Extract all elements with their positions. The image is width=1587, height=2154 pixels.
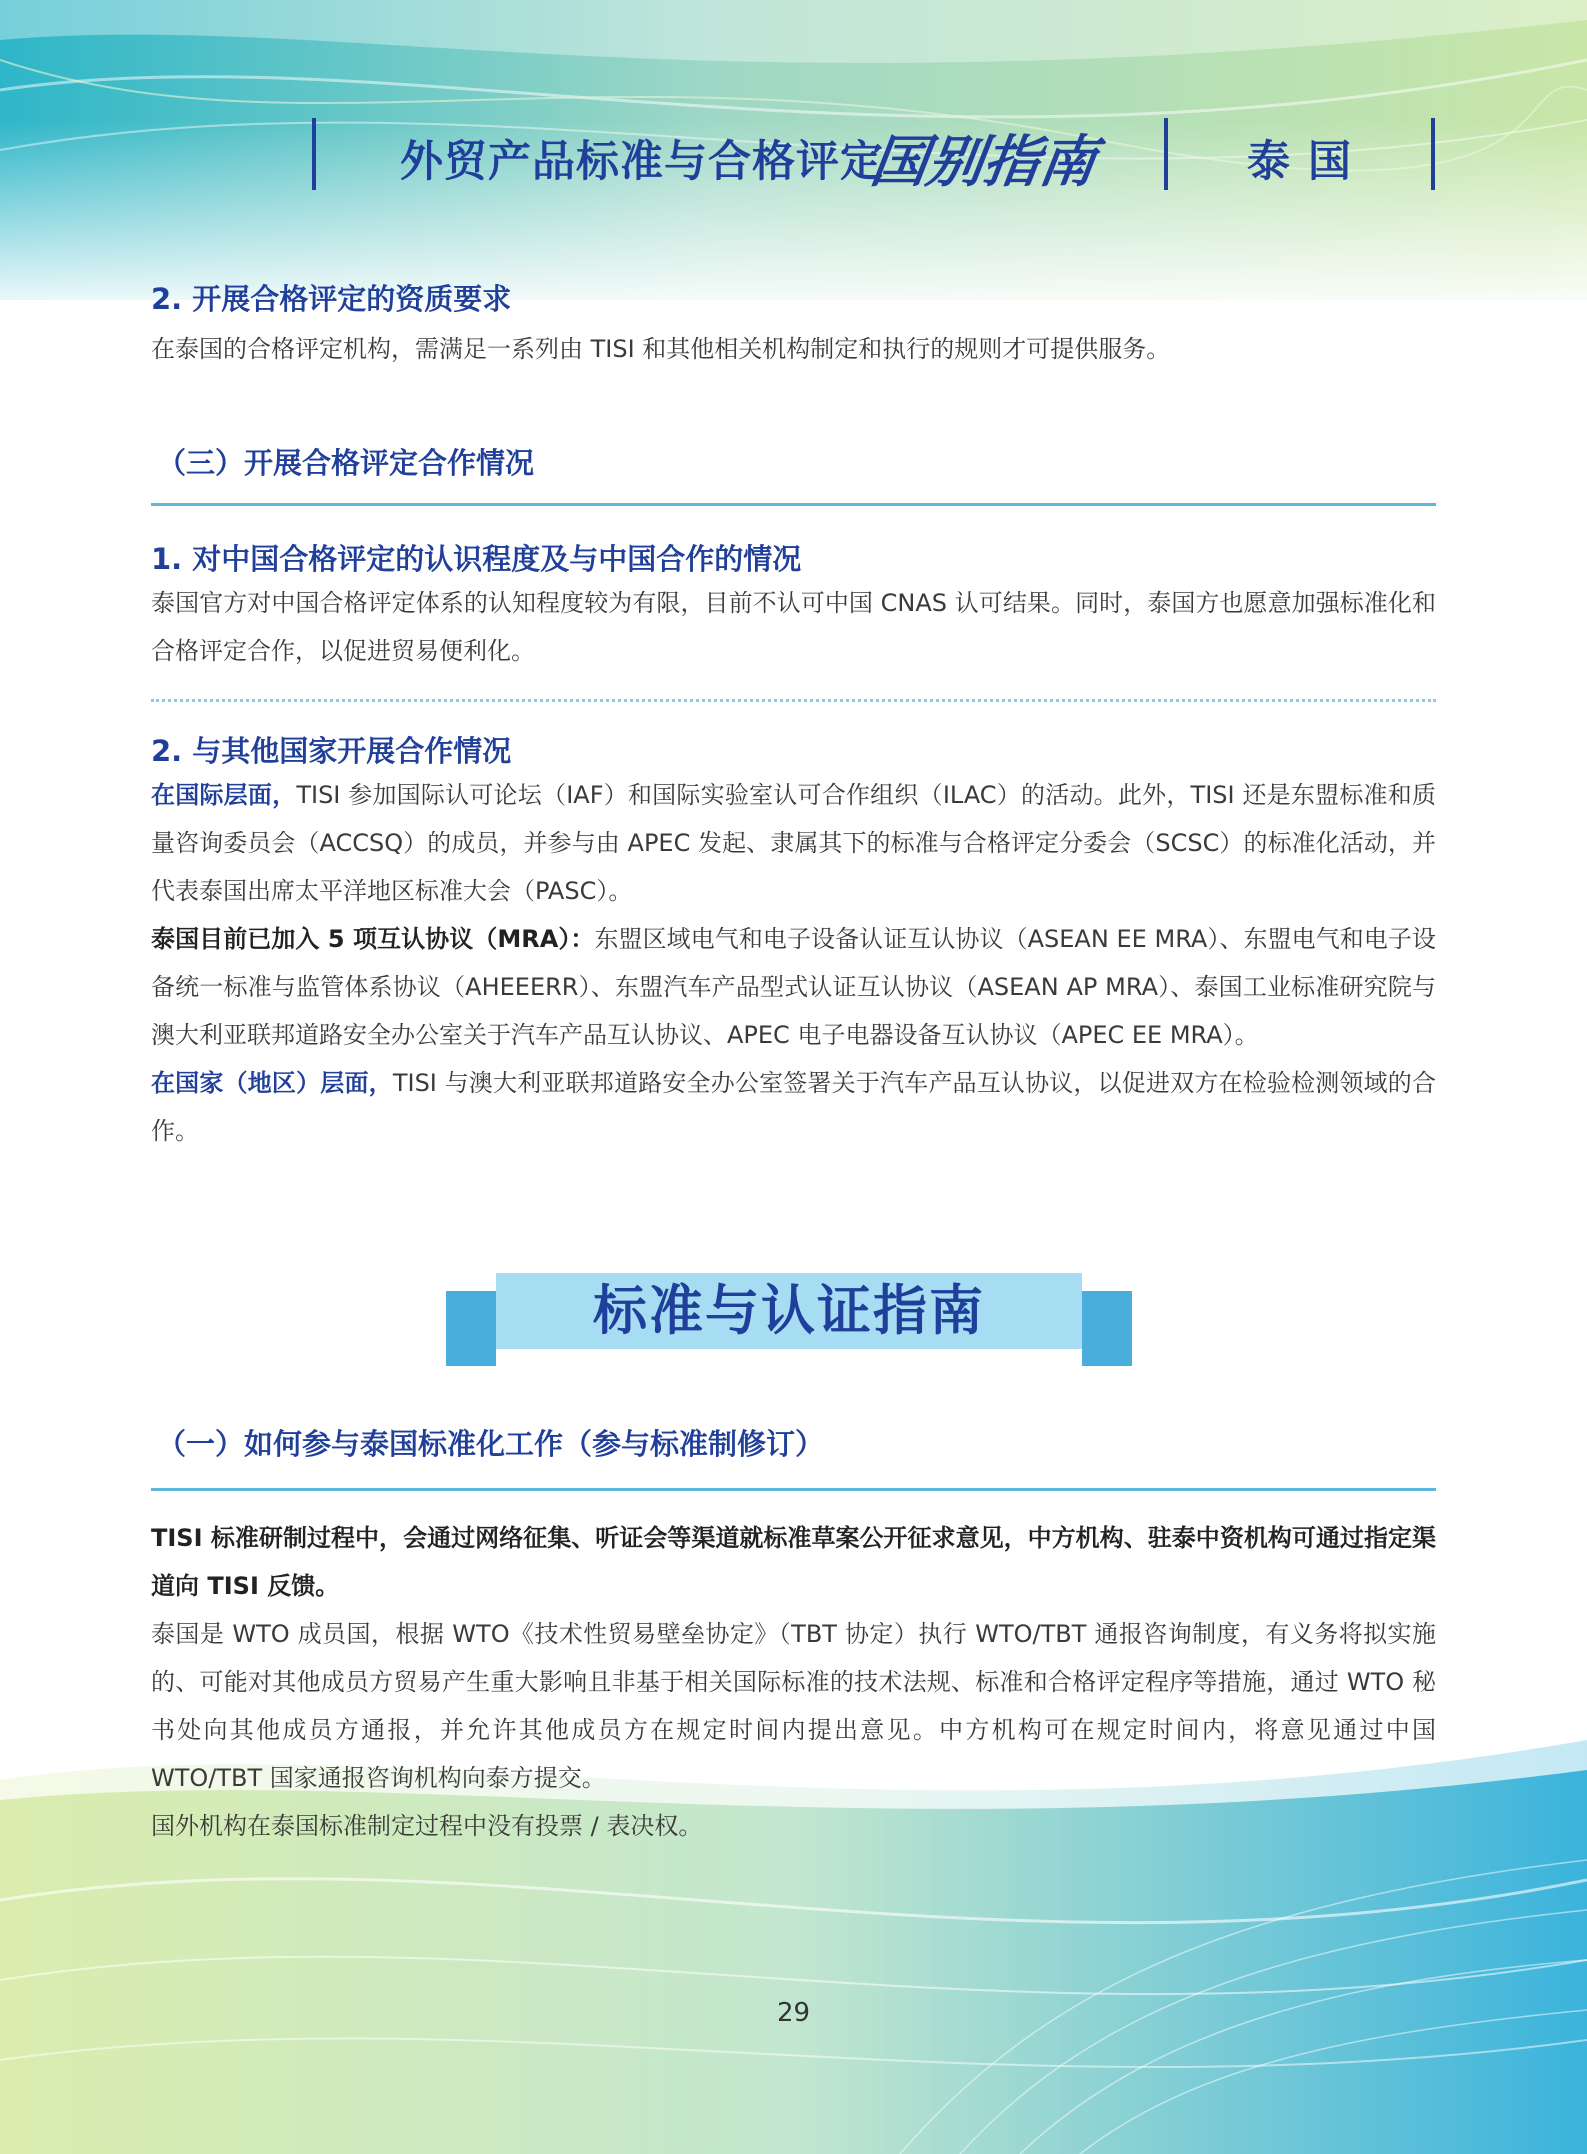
header-country: 泰国 bbox=[1247, 137, 1369, 187]
banner-right-tab bbox=[1082, 1291, 1132, 1366]
dotted-divider bbox=[151, 699, 1436, 702]
page-number: 29 bbox=[776, 1998, 811, 2028]
section-cooperation bbox=[151, 443, 1436, 506]
other-countries-heading: 2. 与其他国家开展合作情况 bbox=[151, 734, 512, 768]
mra-paragraph bbox=[151, 915, 1436, 1059]
participation-block bbox=[151, 1514, 1436, 1850]
international-lead: 在国际层面， bbox=[151, 781, 297, 809]
header-bar-left bbox=[312, 118, 316, 190]
china-cooperation-text: 泰国官方对中国合格评定体系的认知程度较为有限，目前不认可中国 CNAS 认可结果。同时，泰国方也愿意加强标准化和合格评定合作，以促进贸易便利化。 bbox=[151, 589, 1436, 665]
national-text: TISI 与澳大利亚联邦道路安全办公室签署关于汽车产品互认协议，以促进双方在检验检测领域的合作。 bbox=[151, 1069, 1436, 1145]
participation-bold-text: TISI 标准研制过程中，会通过网络征集、听证会等渠道就标准草案公开征求意见，中方机构、驻泰中资机构可通过指定渠道向 TISI 反馈。 bbox=[151, 1524, 1436, 1600]
banner-left-tab bbox=[446, 1291, 496, 1366]
wto-text: 泰国是 WTO 成员国，根据 WTO《技术性贸易壁垒协定》（TBT 协定）执行 WTO/TBT 通报咨询制度，有义务将拟实施的、可能对其他成员方贸易产生重大影响且非基于相关国际标准的技术法规、标准和合格评定程序等措施，通过 WTO 秘书处向其他成员方通报，并允许其他成员方在规定时间内提出意见。中方机构可在规定时间内，将意见通过中国 WTO/TBT 国家通报咨询机构向泰方提交。 bbox=[151, 1620, 1436, 1792]
banner-ribbon bbox=[496, 1273, 1082, 1349]
header-bar-middle bbox=[1164, 118, 1168, 190]
international-text: TISI 参加国际认可论坛（IAF）和国际实验室认可合作组织（ILAC）的活动。此外，TISI 还是东盟标准和质量咨询委员会（ACCSQ）的成员，并参与由 APEC 发起、隶属其下的标准与合格评定分委会（SCSC）的标准化活动，并代表泰国出席太平洋地区标准大会（PASC）。 bbox=[151, 781, 1436, 905]
international-paragraph bbox=[151, 771, 1436, 915]
mra-text: 东盟区域电气和电子设备认证互认协议（ASEAN EE MRA）、东盟电气和电子设备统一标准与监管体系协议（AHEEERR）、东盟汽车产品型式认证互认协议（ASEAN AP MRA）、泰国工业标准研究院与澳大利亚联邦道路安全办公室关于汽车产品互认协议、APEC 电子电器设备互认协议（APEC EE MRA）。 bbox=[151, 925, 1436, 1049]
voting-text: 国外机构在泰国标准制定过程中没有投票 / 表决权。 bbox=[151, 1812, 703, 1840]
header-title: 外贸产品标准与合格评定 bbox=[400, 137, 884, 187]
mra-lead: 泰国目前已加入 5 项互认协议（MRA）： bbox=[151, 925, 595, 953]
china-cooperation-heading: 1. 对中国合格评定的认识程度及与中国合作的情况 bbox=[151, 542, 802, 576]
china-cooperation-block bbox=[151, 539, 1436, 702]
section-divider bbox=[151, 503, 1436, 506]
section-divider-2 bbox=[151, 1488, 1436, 1491]
qualification-text: 在泰国的合格评定机构，需满足一系列由 TISI 和其他相关机构制定和执行的规则才可提供服务。 bbox=[151, 335, 1171, 363]
section-banner bbox=[446, 1273, 1132, 1366]
banner-title: 标准与认证指南 bbox=[593, 1279, 985, 1342]
qualification-heading: 2. 开展合格评定的资质要求 bbox=[151, 282, 512, 316]
section-cooperation-heading: （三）开展合格评定合作情况 bbox=[157, 446, 535, 480]
national-lead: 在国家（地区）层面， bbox=[151, 1069, 393, 1097]
other-countries-block bbox=[151, 731, 1436, 1155]
header-title-script: 国别指南 bbox=[866, 129, 1101, 195]
section-participation bbox=[151, 1424, 1436, 1491]
national-paragraph bbox=[151, 1059, 1436, 1155]
qualification-block bbox=[151, 279, 1436, 373]
section-participation-heading: （一）如何参与泰国标准化工作（参与标准制修订） bbox=[157, 1427, 825, 1461]
header-bar-right bbox=[1431, 118, 1435, 190]
